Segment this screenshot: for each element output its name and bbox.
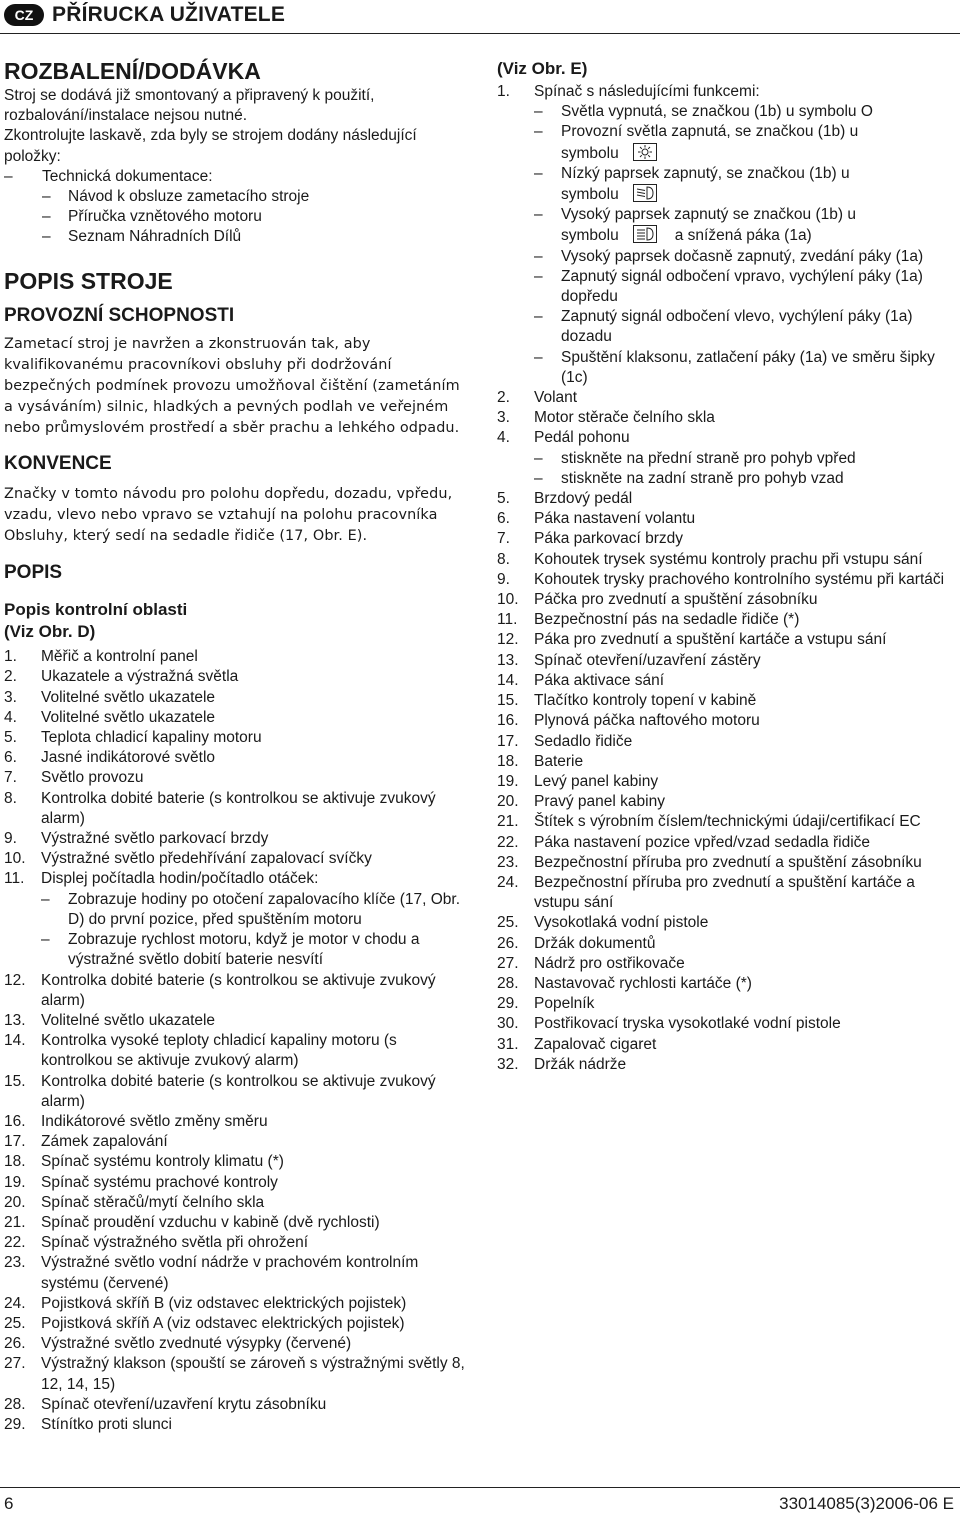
- list-item: 5. Teplota chladicí kapaliny motoru: [4, 729, 262, 747]
- list-item: 19. Levý panel kabiny: [497, 772, 659, 790]
- operation-paragraph: Zametací stroj je navržen a zkonstruován tak, aby kvalifikovanému pracovníkovi obsluhy při dodržování bezpečných podmínek provozu umožňoval čištění (zametáním a vysáváním) silnic, hladkých a pevných podlah ve veřejném nebo průmyslovém prostředí a sběr prachu a lehkého odpadu.: [4, 335, 460, 437]
- list-subitem: – Vysoký paprsek zapnutý se značkou (1b) u symbolu a snížená páka (1a): [497, 205, 959, 246]
- list-item: 23. Výstražné světlo vodní nádrže v prachovém kontrolním systému (červené): [4, 1254, 419, 1292]
- list-item: 14. Páka aktivace sání: [497, 671, 665, 689]
- list-item: 5. Brzdový pedál: [497, 490, 633, 508]
- unpack-heading: ROZBALENÍ/DODÁVKA: [4, 58, 261, 84]
- list-item: 6. Páka nastavení volantu: [497, 510, 696, 528]
- list-item: 13. Spínač otevření/uzavření zástěry: [497, 651, 761, 669]
- high-beam-icon: [633, 225, 657, 243]
- list-item: 17. Sedadlo řidiče: [497, 732, 633, 750]
- check-paragraph: Zkontrolujte laskavě, zda byly se strojem dodány následující položky:: [4, 127, 417, 165]
- language-badge: CZ: [4, 4, 44, 26]
- list-item: 12. Páka pro zvednutí a spuštění kartáče a vstupu sání: [497, 631, 887, 649]
- list-item: 27. Výstražný klakson (spouští se zároveň s výstražnými světly 8, 12, 14, 15): [4, 1355, 465, 1393]
- list-item: 1. Měřič a kontrolní panel: [4, 648, 198, 666]
- list-item: 26. Výstražné světlo zvednuté výsypky (červené): [4, 1335, 352, 1353]
- document-code: 33014085(3)2006-06 E: [779, 1494, 954, 1513]
- control-area-heading: Popis kontrolní oblasti: [4, 600, 188, 620]
- list-item: 2. Ukazatele a výstražná světla: [4, 668, 239, 686]
- list-item: 20. Spínač stěračů/mytí čelního skla: [4, 1193, 265, 1211]
- list-item: 1. Spínač s následujícími funkcemi:: [497, 83, 760, 100]
- list-item: 24. Bezpečnostní příruba pro zvednutí a spuštění kartáče a vstupu sání: [497, 873, 915, 912]
- list-subitem: – Nízký paprsek zapnutý, se značkou (1b) u symbolu: [497, 164, 959, 205]
- list-item: 2. Volant: [497, 389, 578, 407]
- list-item: 29. Popelník: [497, 995, 595, 1013]
- left-column: [4, 52, 472, 1435]
- list-item: 28. Spínač otevření/uzavření krytu zásobníku: [4, 1395, 327, 1413]
- list-subitem: – Zobrazuje hodiny po otočení zapalovacího klíče (17, Obr. D) do první pozice, před spuštěním motoru: [4, 890, 472, 930]
- list-item: 28. Nastavovač rychlosti kartáče (*): [497, 974, 752, 992]
- operation-heading: PROVOZNÍ SCHOPNOSTI: [4, 304, 235, 326]
- list-subitem: – Spuštění klaksonu, zatlačení páky (1a) ve směru šipky (1c): [497, 348, 959, 388]
- list-item: 10. Páčka pro zvednutí a spuštění zásobníku: [497, 591, 818, 609]
- list-item: 21. Spínač proudění vzduchu v kabině (dvě rychlosti): [4, 1213, 380, 1231]
- list-item: 30. Postřikovací tryska vysokotlaké vodní pistole: [497, 1015, 841, 1033]
- list-item: 10. Výstražné světlo předehřívání zapalovací svíčky: [4, 850, 372, 868]
- list-item: 31. Zapalovač cigaret: [497, 1035, 657, 1053]
- list-subitem: – Provozní světla zapnutá, se značkou (1b) u symbolu: [497, 122, 959, 163]
- list-item: 25. Pojistková skříň A (viz odstavec elektrických pojistek): [4, 1314, 405, 1332]
- list-item: 12. Kontrolka dobité baterie (s kontrolkou se aktivuje zvukový alarm): [4, 971, 436, 1009]
- page-header: [0, 0, 960, 34]
- list-item: 7. Páka parkovací brzdy: [497, 530, 684, 548]
- list-item: 9. Kohoutek trysky prachového kontrolního systému při kartáči: [497, 570, 945, 588]
- list-subitem: – Světla vypnutá, se značkou (1b) u symbolu O: [497, 102, 959, 122]
- list-item: 13. Volitelné světlo ukazatele: [4, 1011, 216, 1029]
- list-item: 14. Kontrolka vysoké teploty chladicí kapaliny motoru (s kontrolkou se aktivuje zvukový alarm): [4, 1032, 397, 1070]
- list-item: 15. Tlačítko kontroly topení v kabině: [497, 692, 757, 710]
- list-item: 22. Páka nastavení pozice vpřed/vzad sedadla řidiče: [497, 833, 871, 851]
- documentation-subitem: – Seznam Náhradních Dílů: [4, 227, 472, 247]
- list-item: 22. Spínač výstražného světla při ohrožení: [4, 1234, 309, 1252]
- list-item: 19. Spínač systému prachové kontroly: [4, 1173, 278, 1191]
- documentation-subitem: – Příručka vznětového motoru: [4, 207, 472, 227]
- unpack-paragraph: Stroj se dodává již smontovaný a připravený k použití, rozbalování/instalace nejsou nutné.: [4, 87, 375, 125]
- list-item: 24. Pojistková skříň B (viz odstavec elektrických pojistek): [4, 1294, 407, 1312]
- list-item: 6. Jasné indikátorové světlo: [4, 749, 216, 767]
- list-item: 11. Bezpečnostní pás na sedadle řidiče (*): [497, 611, 800, 629]
- low-beam-icon: [633, 184, 657, 202]
- list-item: 17. Zámek zapalování: [4, 1133, 168, 1151]
- list-item: 8. Kohoutek trysek systému kontroly prachu při vstupu sání: [497, 550, 923, 568]
- list-subitem: – Vysoký paprsek dočasně zapnutý, zvedání páky (1a): [497, 247, 959, 267]
- list-item: 29. Stínítko proti slunci: [4, 1415, 172, 1433]
- list-subitem: – Zobrazuje rychlost motoru, když je motor v chodu a výstražné světlo dobití baterie nesvítí: [4, 930, 472, 970]
- list-item: 26. Držák dokumentů: [497, 934, 656, 952]
- list-item: 15. Kontrolka dobité baterie (s kontrolkou se aktivuje zvukový alarm): [4, 1072, 436, 1110]
- list-subitem: – stiskněte na přední straně pro pohyb vpřed: [497, 449, 959, 469]
- control-items-list: [4, 647, 472, 1435]
- list-item: 8. Kontrolka dobité baterie (s kontrolkou se aktivuje zvukový alarm): [4, 789, 436, 827]
- list-item: 18. Baterie: [497, 752, 584, 770]
- list-item: 9. Výstražné světlo parkovací brzdy: [4, 830, 269, 848]
- list-subitem: – Zapnutý signál odbočení vlevo, vychýlení páky (1a) dozadu: [497, 307, 959, 347]
- description-heading: POPIS: [4, 562, 63, 584]
- list-item: 4. Volitelné světlo ukazatele: [4, 708, 216, 726]
- figure-e-reference: (Viz Obr. E): [497, 59, 588, 78]
- manual-title: PŘÍRUCKA UŽIVATELE: [52, 3, 286, 26]
- list-item: 3. Motor stěrače čelního skla: [497, 409, 715, 427]
- right-column: [497, 52, 959, 1075]
- footer-divider: [0, 1487, 960, 1488]
- list-item: 21. Štítek s výrobním číslem/technickými údaji/certifikací EC: [497, 813, 921, 831]
- list-item: 27. Nádrž pro ostřikovače: [497, 954, 685, 972]
- list-item: 16. Indikátorové světlo změny směru: [4, 1112, 268, 1130]
- list-item: 23. Bezpečnostní příruba pro zvednutí a spuštění zásobníku: [497, 853, 922, 871]
- list-item: 20. Pravý panel kabiny: [497, 793, 665, 811]
- list-item: 3. Volitelné světlo ukazatele: [4, 688, 216, 706]
- list-subitem: – stiskněte na zadní straně pro pohyb vzad: [497, 469, 959, 489]
- position-light-icon: [633, 143, 657, 161]
- conventions-paragraph: Značky v tomto návodu pro polohu dopředu, dozadu, vpředu, vzadu, vlevo nebo vpravo se vztahují na polohu pracovníka Obsluhy, který sedí na sedadle řidiče (17, Obr. E).: [4, 485, 453, 545]
- list-subitem: – Zapnutý signál odbočení vpravo, vychýlení páky (1a) dopředu: [497, 267, 959, 307]
- conventions-heading: KONVENCE: [4, 452, 112, 474]
- list-item: 32. Držák nádrže: [497, 1055, 627, 1073]
- list-item: 18. Spínač systému kontroly klimatu (*): [4, 1153, 284, 1171]
- list-item: 7. Světlo provozu: [4, 769, 144, 787]
- documentation-item: – Technická dokumentace:: [4, 167, 472, 187]
- list-item: 16. Plynová páčka naftového motoru: [497, 712, 760, 730]
- list-item: 25. Vysokotlaká vodní pistole: [497, 914, 709, 932]
- list-item: 11. Displej počítadla hodin/počítadlo otáček:: [4, 870, 319, 888]
- machine-heading: POPIS STROJE: [4, 267, 173, 294]
- documentation-subitem: – Návod k obsluze zametacího stroje: [4, 187, 472, 207]
- header-divider: [0, 33, 960, 34]
- page-number: 6: [4, 1494, 14, 1513]
- list-item: 4. Pedál pohonu: [497, 429, 630, 447]
- control-area-reference: (Viz Obr. D): [4, 622, 96, 642]
